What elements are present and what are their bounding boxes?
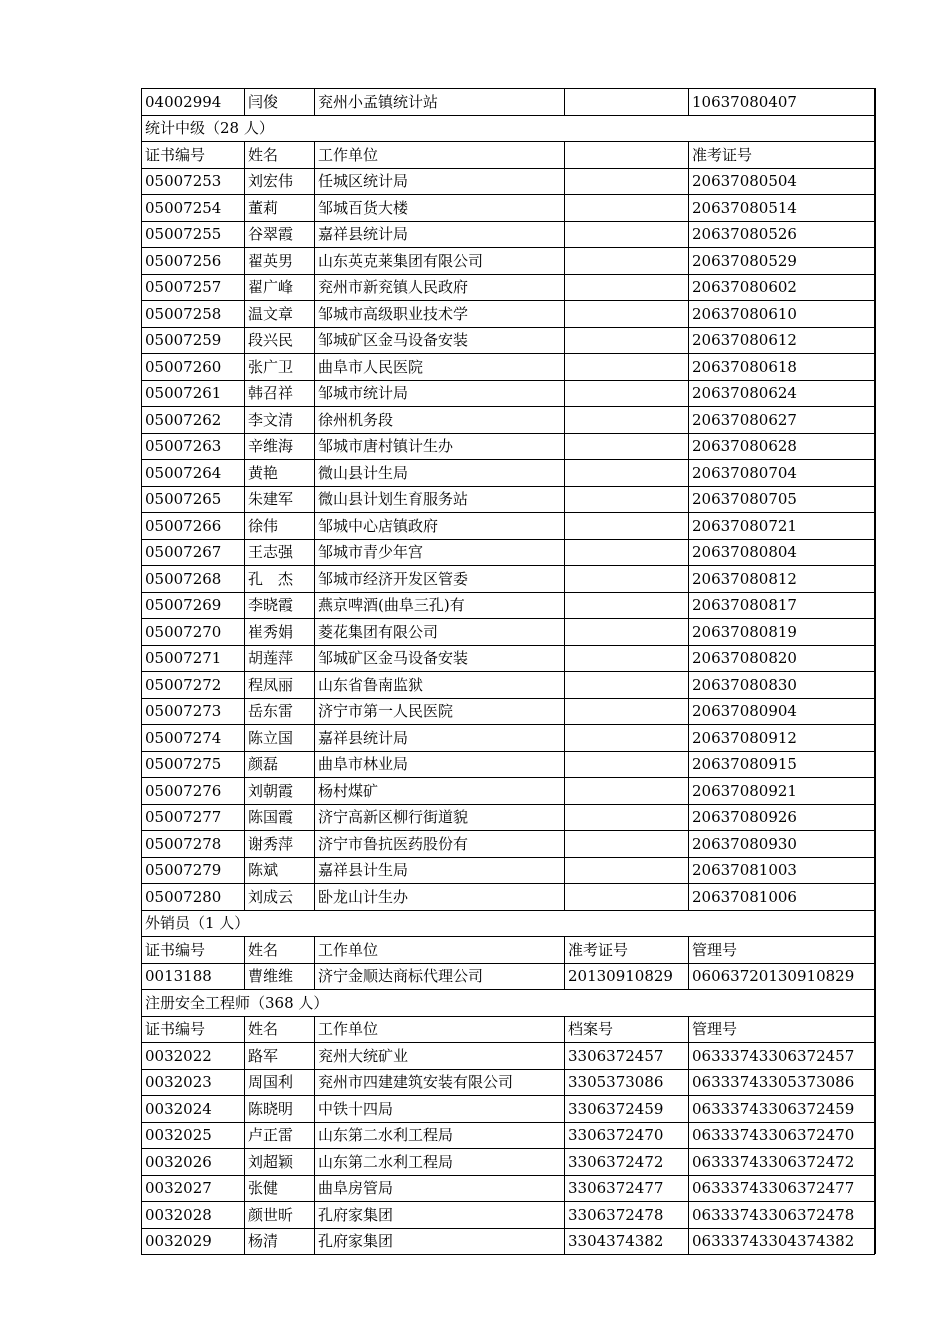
table-cell: 20637080721 (689, 513, 875, 540)
section-title: 外销员（1 人） (142, 910, 875, 937)
table-cell: 0032026 (142, 1149, 245, 1176)
table-row (142, 89, 875, 116)
table-cell: 05007258 (142, 301, 245, 328)
table-cell: 李晓霞 (245, 592, 315, 619)
table-row (142, 1096, 875, 1123)
table-cell: 岳东雷 (245, 698, 315, 725)
table-cell: 嘉祥县统计局 (315, 221, 565, 248)
table-cell: 微山县计生局 (315, 460, 565, 487)
table-cell (565, 354, 689, 381)
table-row (142, 168, 875, 195)
table-cell: 05007277 (142, 804, 245, 831)
table-cell: 刘超颖 (245, 1149, 315, 1176)
table-cell: 06333743305373086 (689, 1069, 875, 1096)
table-cell: 20637080830 (689, 672, 875, 699)
table-cell: 档案号 (565, 1016, 689, 1043)
section-title: 统计中级（28 人） (142, 115, 875, 142)
table-cell (565, 195, 689, 222)
table-cell: 王志强 (245, 539, 315, 566)
table-cell: 20637080915 (689, 751, 875, 778)
table-cell: 20637080526 (689, 221, 875, 248)
table-cell: 兖州小孟镇统计站 (315, 89, 565, 116)
table-cell: 工作单位 (315, 142, 565, 169)
section-title: 注册安全工程师（368 人） (142, 990, 875, 1017)
table-row (142, 1043, 875, 1070)
table-cell: 陈斌 (245, 857, 315, 884)
table-cell (565, 168, 689, 195)
table-cell: 3305373086 (565, 1069, 689, 1096)
table-cell: 20637080926 (689, 804, 875, 831)
table-cell: 证书编号 (142, 937, 245, 964)
table-cell (565, 221, 689, 248)
table-cell (565, 778, 689, 805)
header-row (142, 1016, 875, 1043)
table-cell: 05007270 (142, 619, 245, 646)
table-cell: 05007256 (142, 248, 245, 275)
table-cell: 20637080514 (689, 195, 875, 222)
table-cell: 06333743306372457 (689, 1043, 875, 1070)
table-row (142, 1069, 875, 1096)
table-cell (565, 592, 689, 619)
table-cell: 20637081003 (689, 857, 875, 884)
table-row (142, 698, 875, 725)
table-cell: 张广卫 (245, 354, 315, 381)
table-cell: 0032027 (142, 1175, 245, 1202)
table-cell (565, 89, 689, 116)
table-cell: 05007265 (142, 486, 245, 513)
table-cell: 20637080624 (689, 380, 875, 407)
table-cell: 曲阜房管局 (315, 1175, 565, 1202)
table-cell: 黄艳 (245, 460, 315, 487)
table-cell: 20637080618 (689, 354, 875, 381)
table-cell: 05007275 (142, 751, 245, 778)
table-cell: 3306372470 (565, 1122, 689, 1149)
table-cell: 微山县计划生育服务站 (315, 486, 565, 513)
table-cell: 刘成云 (245, 884, 315, 911)
table-cell: 06333743306372470 (689, 1122, 875, 1149)
table-cell: 0013188 (142, 963, 245, 990)
table-cell: 邹城市统计局 (315, 380, 565, 407)
table-cell: 06333743306372478 (689, 1202, 875, 1229)
table-cell: 颜世昕 (245, 1202, 315, 1229)
table-cell: 兖州大统矿业 (315, 1043, 565, 1070)
table-cell: 曲阜市人民医院 (315, 354, 565, 381)
table-cell: 05007266 (142, 513, 245, 540)
table-row (142, 645, 875, 672)
table-cell: 陈晓明 (245, 1096, 315, 1123)
table-cell: 05007263 (142, 433, 245, 460)
table-cell: 闫俊 (245, 89, 315, 116)
table-cell: 徐伟 (245, 513, 315, 540)
table-cell: 崔秀娟 (245, 619, 315, 646)
table-cell (565, 539, 689, 566)
table-cell (565, 672, 689, 699)
table-row (142, 301, 875, 328)
table-cell: 05007254 (142, 195, 245, 222)
table-cell (565, 804, 689, 831)
table-cell (565, 433, 689, 460)
table-cell: 0032029 (142, 1228, 245, 1255)
table-cell: 准考证号 (565, 937, 689, 964)
table-cell: 程凤丽 (245, 672, 315, 699)
table-cell: 邹城市唐村镇计生办 (315, 433, 565, 460)
table-cell: 胡莲萍 (245, 645, 315, 672)
table-cell: 05007280 (142, 884, 245, 911)
table-cell: 3306372459 (565, 1096, 689, 1123)
table-cell: 20637080817 (689, 592, 875, 619)
table-cell: 谢秀萍 (245, 831, 315, 858)
table-cell: 菱花集团有限公司 (315, 619, 565, 646)
table-cell: 20637080529 (689, 248, 875, 275)
table-cell: 管理号 (689, 937, 875, 964)
table-cell: 20637080820 (689, 645, 875, 672)
table-cell: 05007253 (142, 168, 245, 195)
table-cell: 任城区统计局 (315, 168, 565, 195)
table-cell: 李文清 (245, 407, 315, 434)
table-row (142, 592, 875, 619)
table-cell: 准考证号 (689, 142, 875, 169)
table-row (142, 327, 875, 354)
table-cell: 燕京啤酒(曲阜三孔)有 (315, 592, 565, 619)
table-cell: 段兴民 (245, 327, 315, 354)
table-cell: 孔府家集团 (315, 1228, 565, 1255)
table-cell: 05007268 (142, 566, 245, 593)
table-cell: 20637081006 (689, 884, 875, 911)
table-cell: 3306372472 (565, 1149, 689, 1176)
table-cell: 20637080610 (689, 301, 875, 328)
table-cell (565, 751, 689, 778)
table-cell (565, 513, 689, 540)
table-cell: 20637080705 (689, 486, 875, 513)
table-cell: 董莉 (245, 195, 315, 222)
table-cell: 济宁金顺达商标代理公司 (315, 963, 565, 990)
table-cell: 05007274 (142, 725, 245, 752)
table-cell: 姓名 (245, 937, 315, 964)
table-cell: 山东英克莱集团有限公司 (315, 248, 565, 275)
table-cell: 兖州市四建建筑安装有限公司 (315, 1069, 565, 1096)
table-cell: 06333743306372459 (689, 1096, 875, 1123)
table-cell: 05007267 (142, 539, 245, 566)
table-cell: 邹城市高级职业技术学 (315, 301, 565, 328)
header-row (142, 142, 875, 169)
table-cell: 济宁市鲁抗医药股份有 (315, 831, 565, 858)
table-cell (565, 142, 689, 169)
table-cell: 05007273 (142, 698, 245, 725)
table-cell (565, 566, 689, 593)
table-cell: 05007260 (142, 354, 245, 381)
table-cell: 05007271 (142, 645, 245, 672)
table-row (142, 195, 875, 222)
table-row (142, 963, 875, 990)
table-cell (565, 248, 689, 275)
table-cell: 05007276 (142, 778, 245, 805)
table-cell: 韩召祥 (245, 380, 315, 407)
certificate-table-body (142, 89, 875, 1255)
table-cell: 孔府家集团 (315, 1202, 565, 1229)
table-cell: 邹城矿区金马设备安装 (315, 327, 565, 354)
table-cell (565, 380, 689, 407)
table-cell (565, 407, 689, 434)
table-cell: 山东第二水利工程局 (315, 1122, 565, 1149)
table-row (142, 566, 875, 593)
table-cell: 兖州市新兖镇人民政府 (315, 274, 565, 301)
table-cell: 周国利 (245, 1069, 315, 1096)
table-cell: 06333743306372472 (689, 1149, 875, 1176)
table-cell: 20637080904 (689, 698, 875, 725)
table-row (142, 460, 875, 487)
table-row (142, 619, 875, 646)
table-cell (565, 274, 689, 301)
table-cell: 辛维海 (245, 433, 315, 460)
table-cell: 翟英男 (245, 248, 315, 275)
table-row (142, 486, 875, 513)
section-title-row (142, 990, 875, 1017)
table-row (142, 513, 875, 540)
table-cell: 邹城中心店镇政府 (315, 513, 565, 540)
table-cell: 杨清 (245, 1228, 315, 1255)
table-cell: 05007261 (142, 380, 245, 407)
table-row (142, 1149, 875, 1176)
table-cell: 邹城市经济开发区管委 (315, 566, 565, 593)
table-cell: 山东第二水利工程局 (315, 1149, 565, 1176)
table-cell: 06063720130910829 (689, 963, 875, 990)
table-cell: 曹维维 (245, 963, 315, 990)
table-cell: 陈立国 (245, 725, 315, 752)
table-row (142, 672, 875, 699)
table-row (142, 857, 875, 884)
table-cell (565, 460, 689, 487)
table-row (142, 380, 875, 407)
table-cell: 06333743304374382 (689, 1228, 875, 1255)
table-cell: 05007278 (142, 831, 245, 858)
section-title-row (142, 910, 875, 937)
table-cell: 孔 杰 (245, 566, 315, 593)
table-row (142, 725, 875, 752)
table-cell: 05007264 (142, 460, 245, 487)
table-cell: 20637080804 (689, 539, 875, 566)
table-cell: 20130910829 (565, 963, 689, 990)
table-cell: 05007272 (142, 672, 245, 699)
table-cell: 工作单位 (315, 1016, 565, 1043)
table-cell: 20637080628 (689, 433, 875, 460)
table-cell: 3306372457 (565, 1043, 689, 1070)
table-row (142, 831, 875, 858)
table-cell: 张健 (245, 1175, 315, 1202)
table-cell (565, 698, 689, 725)
table-cell: 0032022 (142, 1043, 245, 1070)
table-cell: 曲阜市林业局 (315, 751, 565, 778)
table-cell: 工作单位 (315, 937, 565, 964)
table-cell (565, 884, 689, 911)
table-cell: 20637080704 (689, 460, 875, 487)
table-cell: 05007269 (142, 592, 245, 619)
table-cell: 0032023 (142, 1069, 245, 1096)
table-cell: 邹城市青少年宫 (315, 539, 565, 566)
table-cell (565, 327, 689, 354)
table-cell: 05007255 (142, 221, 245, 248)
table-row (142, 1175, 875, 1202)
table-cell: 嘉祥县计生局 (315, 857, 565, 884)
table-cell: 20637080819 (689, 619, 875, 646)
table-cell: 管理号 (689, 1016, 875, 1043)
table-cell: 济宁市第一人民医院 (315, 698, 565, 725)
table-cell: 路军 (245, 1043, 315, 1070)
table-cell: 3304374382 (565, 1228, 689, 1255)
table-cell (565, 645, 689, 672)
table-cell: 20637080602 (689, 274, 875, 301)
table-cell: 05007259 (142, 327, 245, 354)
table-cell: 04002994 (142, 89, 245, 116)
table-cell: 3306372478 (565, 1202, 689, 1229)
table-cell (565, 725, 689, 752)
table-row (142, 433, 875, 460)
table-cell: 0032025 (142, 1122, 245, 1149)
table-cell: 20637080612 (689, 327, 875, 354)
table-cell: 20637080930 (689, 831, 875, 858)
table-row (142, 539, 875, 566)
table-cell: 证书编号 (142, 1016, 245, 1043)
table-cell: 朱建军 (245, 486, 315, 513)
table-cell: 卢正雷 (245, 1122, 315, 1149)
table-cell: 06333743306372477 (689, 1175, 875, 1202)
table-cell: 05007262 (142, 407, 245, 434)
table-cell (565, 831, 689, 858)
table-cell: 陈国霞 (245, 804, 315, 831)
table-cell: 卧龙山计生办 (315, 884, 565, 911)
table-cell (565, 857, 689, 884)
table-cell: 05007257 (142, 274, 245, 301)
table-cell: 姓名 (245, 142, 315, 169)
table-cell: 翟广峰 (245, 274, 315, 301)
table-cell: 杨村煤矿 (315, 778, 565, 805)
table-cell: 20637080812 (689, 566, 875, 593)
table-cell: 邹城矿区金马设备安装 (315, 645, 565, 672)
certificate-table (141, 88, 875, 1255)
table-row (142, 407, 875, 434)
table-row (142, 1202, 875, 1229)
table-cell: 20637080921 (689, 778, 875, 805)
table-cell: 中铁十四局 (315, 1096, 565, 1123)
table-cell: 0032024 (142, 1096, 245, 1123)
table-cell: 济宁高新区柳行街道貌 (315, 804, 565, 831)
table-cell: 山东省鲁南监狱 (315, 672, 565, 699)
table-row (142, 1228, 875, 1255)
table-cell: 刘朝霞 (245, 778, 315, 805)
table-cell: 谷翠霞 (245, 221, 315, 248)
table-cell: 邹城百货大楼 (315, 195, 565, 222)
table-cell: 证书编号 (142, 142, 245, 169)
table-cell: 05007279 (142, 857, 245, 884)
table-cell: 20637080504 (689, 168, 875, 195)
table-row (142, 354, 875, 381)
table-row (142, 1122, 875, 1149)
table-right-border (874, 88, 876, 1254)
table-cell: 颜磊 (245, 751, 315, 778)
table-row (142, 248, 875, 275)
table-cell: 20637080912 (689, 725, 875, 752)
table-cell: 徐州机务段 (315, 407, 565, 434)
table-cell: 10637080407 (689, 89, 875, 116)
header-row (142, 937, 875, 964)
table-cell: 3306372477 (565, 1175, 689, 1202)
table-cell: 20637080627 (689, 407, 875, 434)
table-cell (565, 486, 689, 513)
table-row (142, 804, 875, 831)
table-cell: 刘宏伟 (245, 168, 315, 195)
table-cell: 0032028 (142, 1202, 245, 1229)
table-row (142, 884, 875, 911)
table-cell: 嘉祥县统计局 (315, 725, 565, 752)
table-row (142, 751, 875, 778)
table-row (142, 778, 875, 805)
table-cell (565, 301, 689, 328)
table-cell (565, 619, 689, 646)
table-row (142, 274, 875, 301)
table-cell: 姓名 (245, 1016, 315, 1043)
table-row (142, 221, 875, 248)
table-cell: 温文章 (245, 301, 315, 328)
section-title-row (142, 115, 875, 142)
